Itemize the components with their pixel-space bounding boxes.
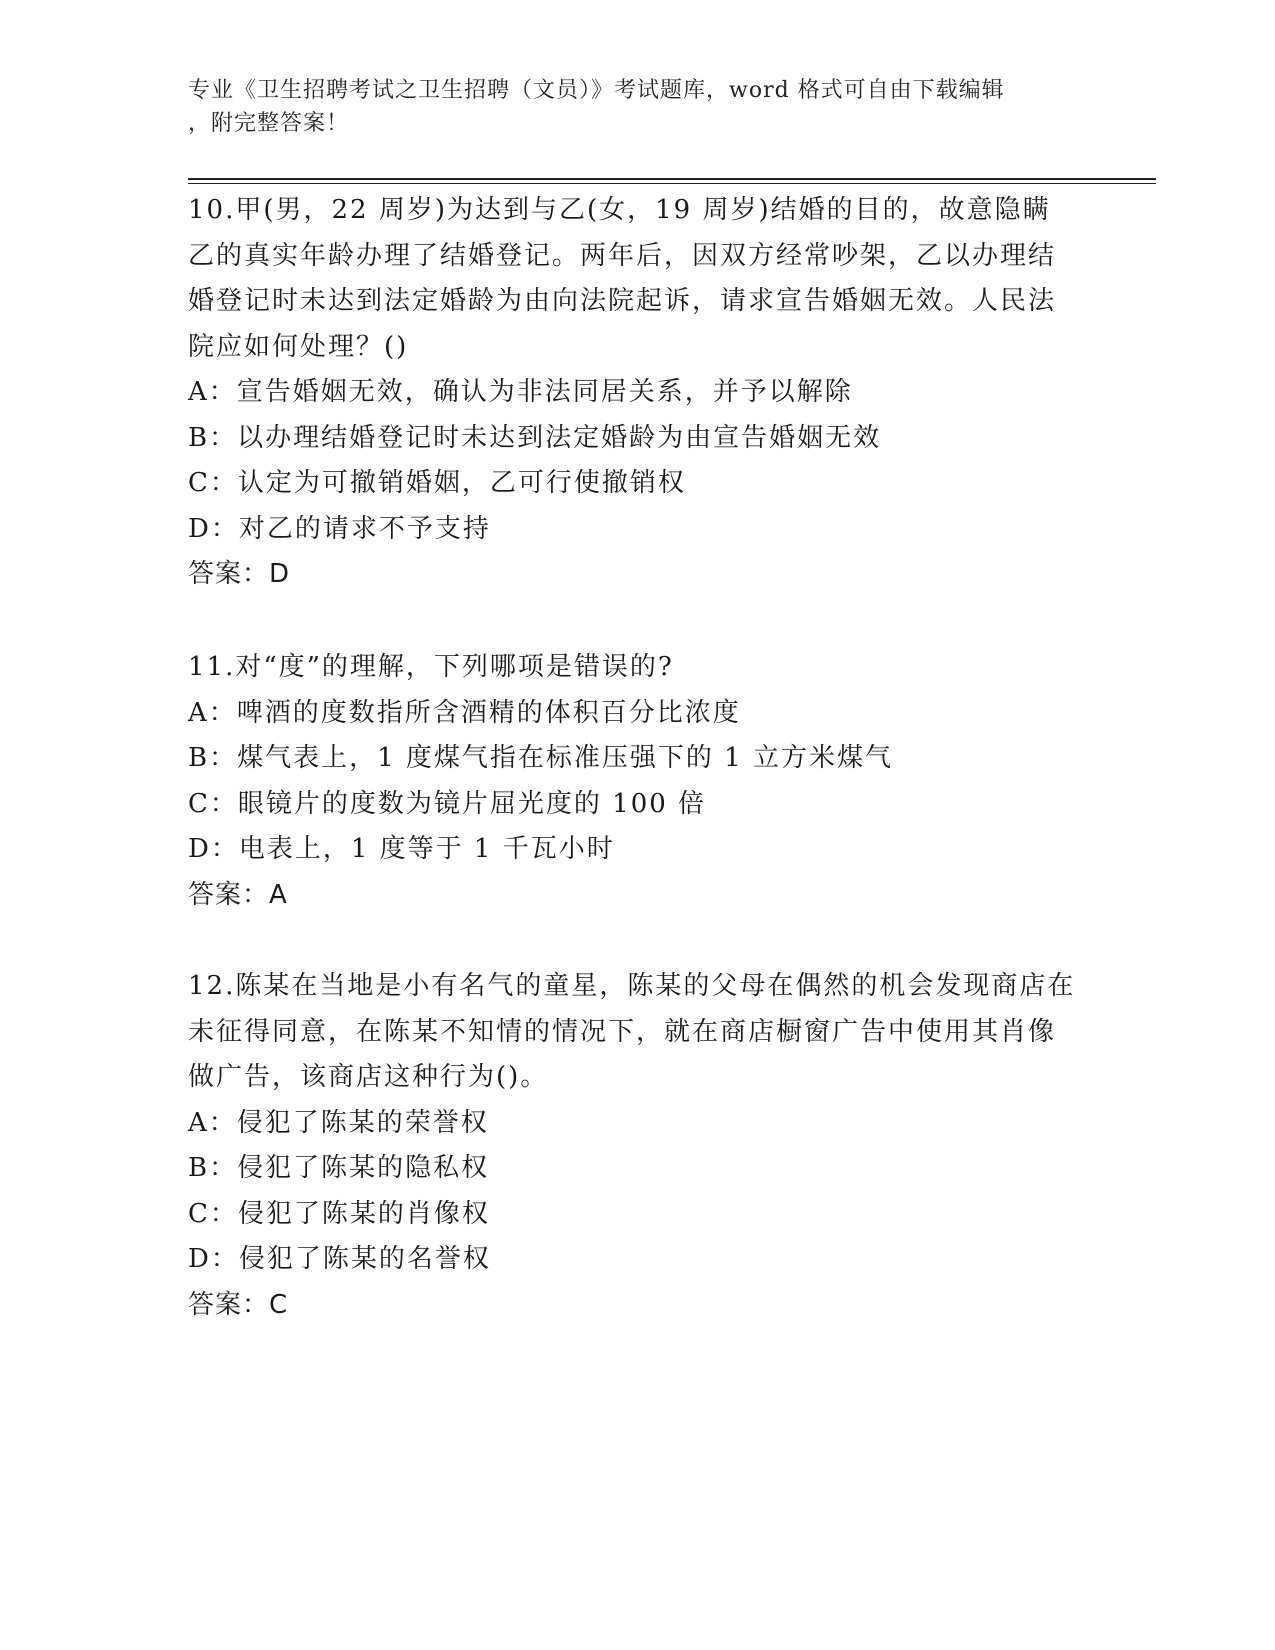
question-12 [188,964,1078,1328]
option-d: D：电表上，1 度等于 1 千瓦小时 [188,834,615,864]
option-b: B：煤气表上，1 度煤气指在标准压强下的 1 立方米煤气 [188,743,893,773]
answer-line: 答案：A [188,879,288,910]
question-stem: 11.对“度”的理解，下列哪项是错误的? [188,652,674,682]
answer-line: 答案：D [188,559,291,589]
option-c: C：认定为可撤销婚姻，乙可行使撤销权 [188,468,686,498]
option-d: D：侵犯了陈某的名誉权 [188,1244,491,1274]
option-a: A：侵犯了陈某的荣誉权 [188,1107,489,1138]
header-line-2: ，附完整答案！ [188,111,350,136]
option-c: C：眼镜片的度数为镜片屈光度的 100 倍 [188,788,707,819]
option-d: D：对乙的请求不予支持 [188,513,491,544]
option-a: A：宣告婚姻无效，确认为非法同居关系，并予以解除 [188,377,853,407]
header-divider-thin [188,183,1156,184]
header-divider-thick [188,178,1156,180]
document-header [188,74,1068,140]
option-b: B：侵犯了陈某的隐私权 [188,1153,490,1183]
question-stem: 10.甲(男，22 周岁)为达到与乙(女，19 周岁)结婚的目的，故意隐瞒乙的真实年龄办理了结婚登记。两年后，因双方经常吵架，乙以办理结婚登记时未达到法定婚龄为由向法院起诉，请求宣告婚姻无效。人民法院应如何处理？() [188,195,1057,362]
question-10 [188,188,1078,598]
question-11 [188,645,1078,918]
option-a: A：啤酒的度数指所含酒精的体积百分比浓度 [188,697,741,728]
option-c: C：侵犯了陈某的肖像权 [188,1198,490,1229]
header-line-1: 专业《卫生招聘考试之卫生招聘（文员）》考试题库，word 格式可自由下载编辑 [188,78,1005,103]
question-stem: 12.陈某在当地是小有名气的童星，陈某的父母在偶然的机会发现商店在未征得同意，在陈某不知情的情况下，就在商店橱窗广告中使用其肖像做广告，该商店这种行为()。 [188,971,1076,1092]
answer-line: 答案：C [188,1289,289,1320]
option-b: B：以办理结婚登记时未达到法定婚龄为由宣告婚姻无效 [188,422,882,453]
